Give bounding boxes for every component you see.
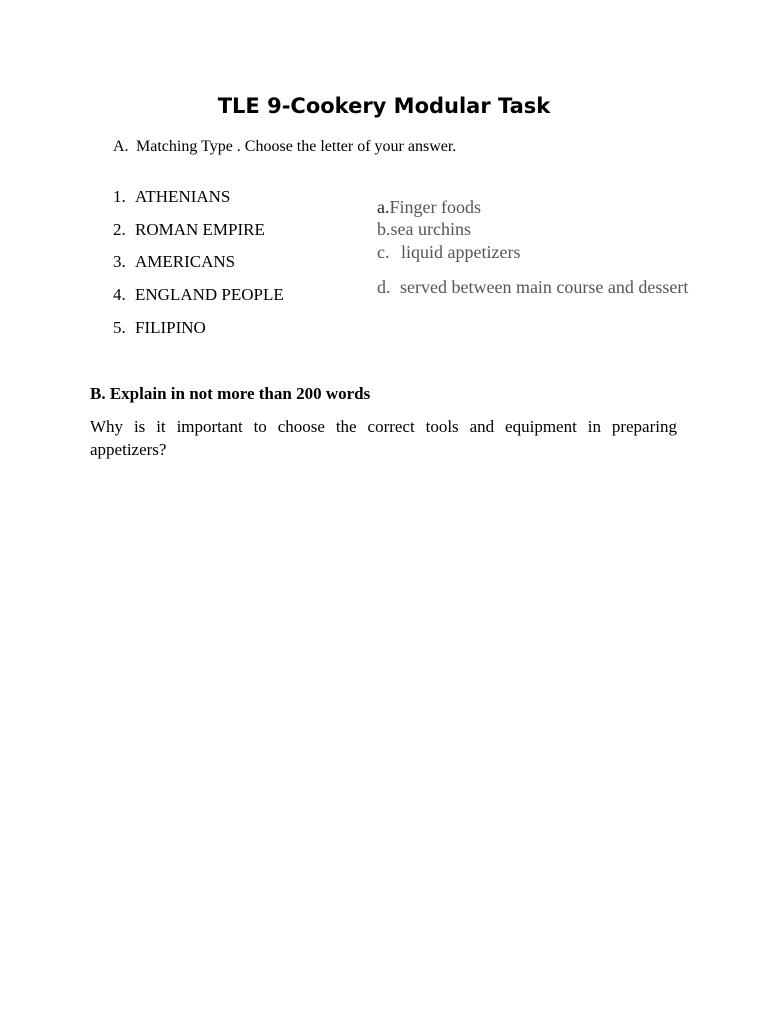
item-text: ROMAN EMPIRE [135, 219, 265, 239]
list-item [113, 252, 284, 285]
choice-item [377, 277, 688, 298]
item-number: 1. [113, 187, 126, 206]
choice-letter: c. [377, 242, 390, 262]
choice-text: liquid appetizers [401, 242, 521, 262]
choice-text: Finger foods [389, 197, 481, 217]
item-text: FILIPINO [135, 317, 206, 337]
choice-item [377, 242, 520, 263]
item-text: AMERICANS [135, 252, 236, 272]
choice-text: sea urchins [390, 219, 471, 239]
choice-text: served between main course and dessert [400, 277, 689, 297]
part-a-instruction-text: Matching Type . Choose the letter of your answer. [136, 138, 457, 155]
part-b-question: Why is it important to choose the correct tools and equipment in preparing appetizers? [90, 417, 677, 459]
matching-items-list [113, 187, 284, 350]
item-number: 5. [113, 317, 126, 337]
item-number: 4. [113, 285, 126, 305]
choice-item [377, 197, 481, 218]
list-item [113, 318, 284, 351]
choice-item [377, 219, 471, 240]
list-item [113, 187, 284, 220]
choice-letter: d. [377, 277, 391, 297]
item-number: 2. [113, 219, 126, 239]
list-item [113, 285, 284, 318]
list-item [113, 220, 284, 253]
choice-letter: a. [377, 197, 390, 217]
item-number: 3. [113, 252, 126, 272]
choice-letter: b. [377, 219, 391, 239]
item-text: ATHENIANS [135, 187, 231, 206]
part-a-label: A. [113, 138, 129, 155]
item-text: ENGLAND PEOPLE [135, 285, 284, 305]
part-b-heading: B. Explain in not more than 200 words [90, 384, 371, 403]
part-a-instruction [113, 138, 456, 156]
document-title: TLE 9-Cookery Modular Task [217, 94, 551, 118]
